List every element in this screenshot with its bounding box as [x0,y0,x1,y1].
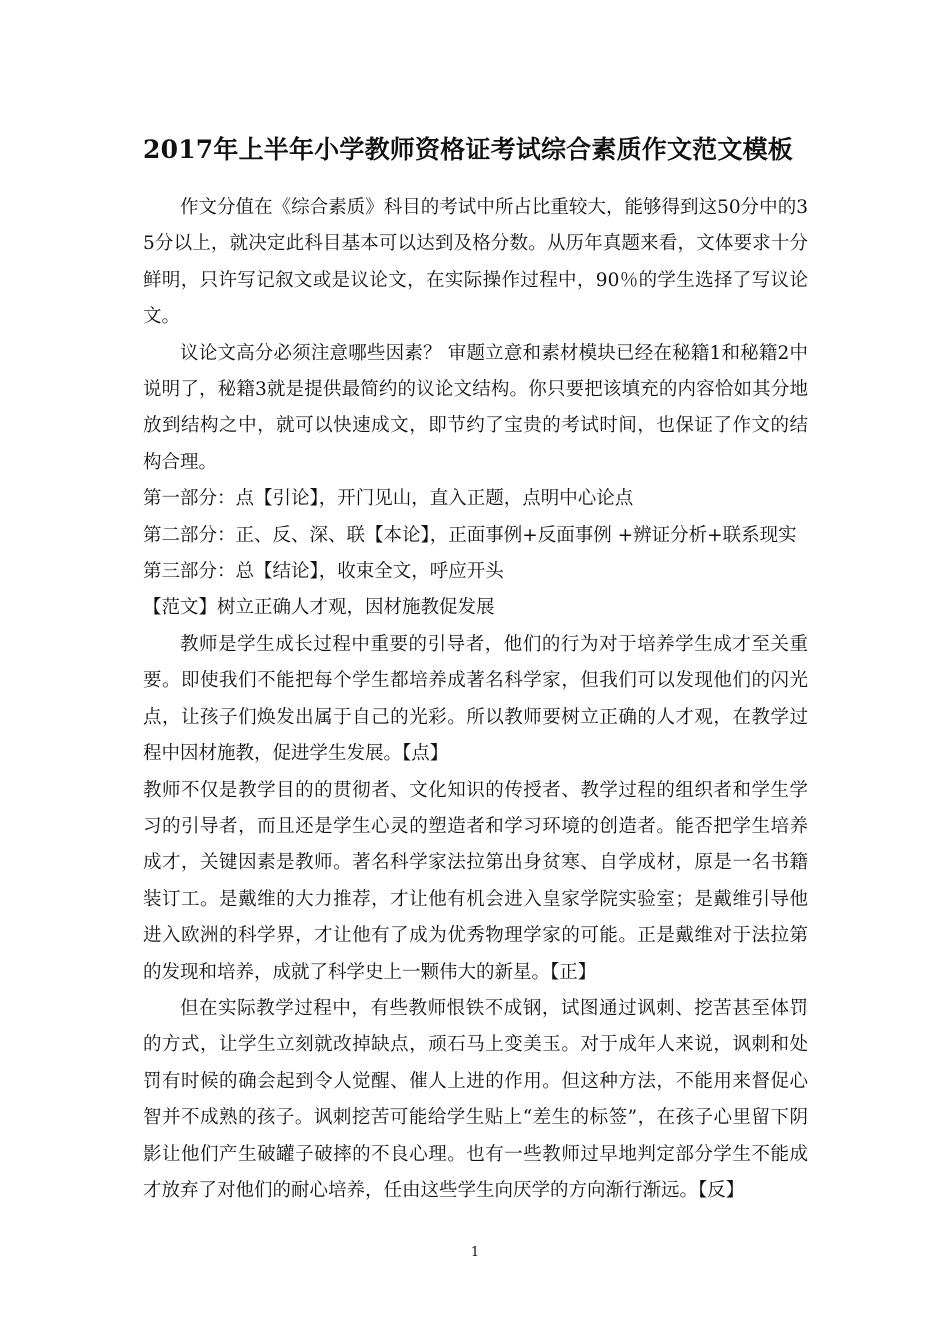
sample-essay-heading: 【范文】树立正确人才观，因材施教促发展 [143,597,495,619]
essay-paragraph-point: 教师是学生成长过程中重要的引导者，他们的行为对于培养学生成才至关重要。即使我们不能把每个学生都培养成著名科学家，但我们可以发现他们的闪光点，让孩子们焕发出属于自己的光彩。所以教师要树立正确的人才观，在教学过程中因材施教，促进学生发展。【点】 [143,633,808,765]
structure-part-two: 第二部分：正、反、深、联【本论】，正面事例+反面事例 +辨证分析+联系现实 [143,524,797,546]
essay-paragraph-negative: 但在实际教学过程中，有些教师恨铁不成钢，试图通过讽刺、挖苦甚至体罚的方式，让学生立刻就改掉缺点，顽石马上变美玉。对于成年人来说，讽刺和处罚有时候的确会起到令人觉醒、催人上进的作用。但这种方法，不能用来督促心智并不成熟的孩子。讽刺挖苦可能给学生贴上“差生的标签”，在孩子心里留下阴影让他们产生破罐子破摔的不良心理。也有一些教师过早地判定部分学生不能成才放弃了对他们的耐心培养，任由这些学生向厌学的方向渐行渐远。【反】 [143,997,808,1201]
document-title: 2017年上半年小学教师资格证考试综合素质作文范文模板 [143,135,793,164]
essay-paragraph-positive: 教师不仅是教学目的的贯彻者、文化知识的传授者、教学过程的组织者和学生学习的引导者，而且还是学生心灵的塑造者和学习环境的创造者。能否把学生培养成才，关键因素是教师。著名科学家法拉第出身贫寒、自学成材，原是一名书籍装订工。是戴维的大力推荐，才让他有机会进入皇家学院实验室；是戴维引导他进入欧洲的科学界，才让他有了成为优秀物理学家的可能。正是戴维对于法拉第的发现和培养，成就了科学史上一颗伟大的新星。【正】 [143,779,808,983]
structure-part-one: 第一部分：点【引论】，开门见山，直入正题，点明中心论点 [143,488,634,510]
paragraph-factors: 议论文高分必须注意哪些因素？ 审题立意和素材模块已经在秘籍1和秘籍2中说明了，秘籍3就是提供最简约的议论文结构。你只要把该填充的内容恰如其分地放到结构之中，就可以快速成文，即节约了宝贵的考试时间，也保证了作文的结构合理。 [143,342,808,473]
page-number: 1 [470,1245,480,1260]
structure-part-three: 第三部分：总【结论】，收束全文，呼应开头 [143,561,504,583]
document-page [143,128,808,1209]
paragraph-intro: 作文分值在《综合素质》科目的考试中所占比重较大，能够得到这50分中的35分以上，就决定此科目基本可以达到及格分数。从历年真题来看，文体要求十分鲜明，只许写记叙文或是议论文，在实际操作过程中，90％的学生选择了写议论文。 [143,197,808,328]
